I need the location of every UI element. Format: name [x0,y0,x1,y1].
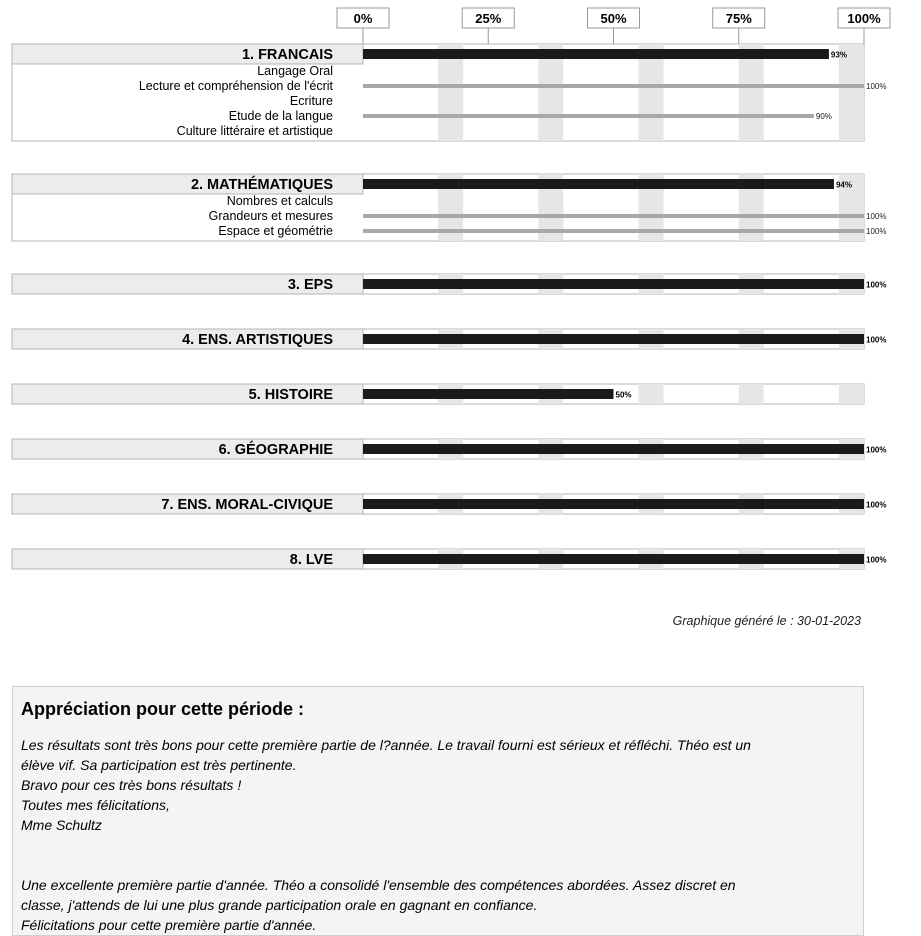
subject-bar [363,389,614,399]
generation-date: Graphique généré le : 30-01-2023 [672,614,861,628]
appreciation-title: Appréciation pour cette période : [21,699,305,719]
subject-label: 7. ENS. MORAL-CIVIQUE [161,497,333,513]
skill-bar [363,114,814,118]
skill-label: Culture littéraire et artistique [176,124,333,138]
skill-bar [363,229,864,233]
grid-stripe [739,384,764,404]
skill-label: Nombres et calculs [226,194,333,208]
subject-value-label: 93% [830,50,847,60]
subject-value-label: 100% [866,335,887,345]
teacher-comment-1 [21,735,855,835]
subject-bar [363,49,829,59]
comment-line: classe, j'attends de lui une plus grande participation orale en gagnant en confiance. [21,897,538,913]
subject-bar [363,334,864,344]
comment-line: Toutes mes félicitations, [21,797,170,813]
subject-label: 1. FRANCAIS [241,47,333,63]
comment-line: Une excellente première partie d'année. Théo a consolidé l'ensemble des compétences abordées. Assez discret en [21,877,736,893]
subject-value-label: 100% [866,555,887,565]
subject-label: 6. GÉOGRAPHIE [218,442,333,458]
subject-label: 4. ENS. ARTISTIQUES [182,332,333,348]
subject-label: 2. MATHÉMATIQUES [190,177,333,193]
skill-label: Ecriture [289,94,333,108]
skill-label: Langage Oral [257,64,333,78]
skill-label: Lecture et compréhension de l'écrit [138,79,333,93]
grid-stripe [839,384,864,404]
skill-label: Espace et géométrie [218,224,333,238]
subject-value-label: 50% [615,390,632,400]
appreciation-panel [12,686,864,936]
subject-bar [363,499,864,509]
comment-line: Les résultats sont très bons pour cette première partie de l?année. Le travail fourni est sérieux et réfléchi. Théo est un [21,737,751,753]
skill-label: Grandeurs et mesures [208,209,333,223]
skill-value-label: 90% [815,112,832,121]
subject-bar [363,554,864,564]
subject-value-label: 100% [866,445,887,455]
skill-bar [363,214,864,218]
skill-value-label: 100% [866,227,887,236]
subject-bar [363,179,834,189]
subject-label: 8. LVE [289,552,333,568]
subject-value-label: 100% [866,500,887,510]
grid-stripe [639,384,664,404]
subject-bar [363,444,864,454]
skill-label: Etude de la langue [228,109,333,123]
subject-bar [363,279,864,289]
axis-tick-label: 75% [725,11,752,26]
skill-bar [363,84,864,88]
subject-label: 5. HISTOIRE [248,387,333,403]
axis-tick-label: 50% [600,11,627,26]
axis-tick-label: 25% [475,11,502,26]
axis-tick-label: 0% [353,11,373,26]
teacher-signature: Mme Schultz [21,817,102,833]
skill-value-label: 100% [866,82,887,91]
subject-value-label: 94% [835,180,852,190]
comment-line: Félicitations pour cette première partie d'année. [21,917,317,933]
subject-value-label: 100% [866,280,887,290]
subject-label: 3. EPS [287,277,333,293]
axis-tick-label: 100% [847,11,881,26]
comment-line: élève vif. Sa participation est très pertinente. [21,757,297,773]
comment-line: Bravo pour ces très bons résultats ! [21,777,242,793]
skill-value-label: 100% [866,212,887,221]
teacher-comment-2 [21,875,855,935]
